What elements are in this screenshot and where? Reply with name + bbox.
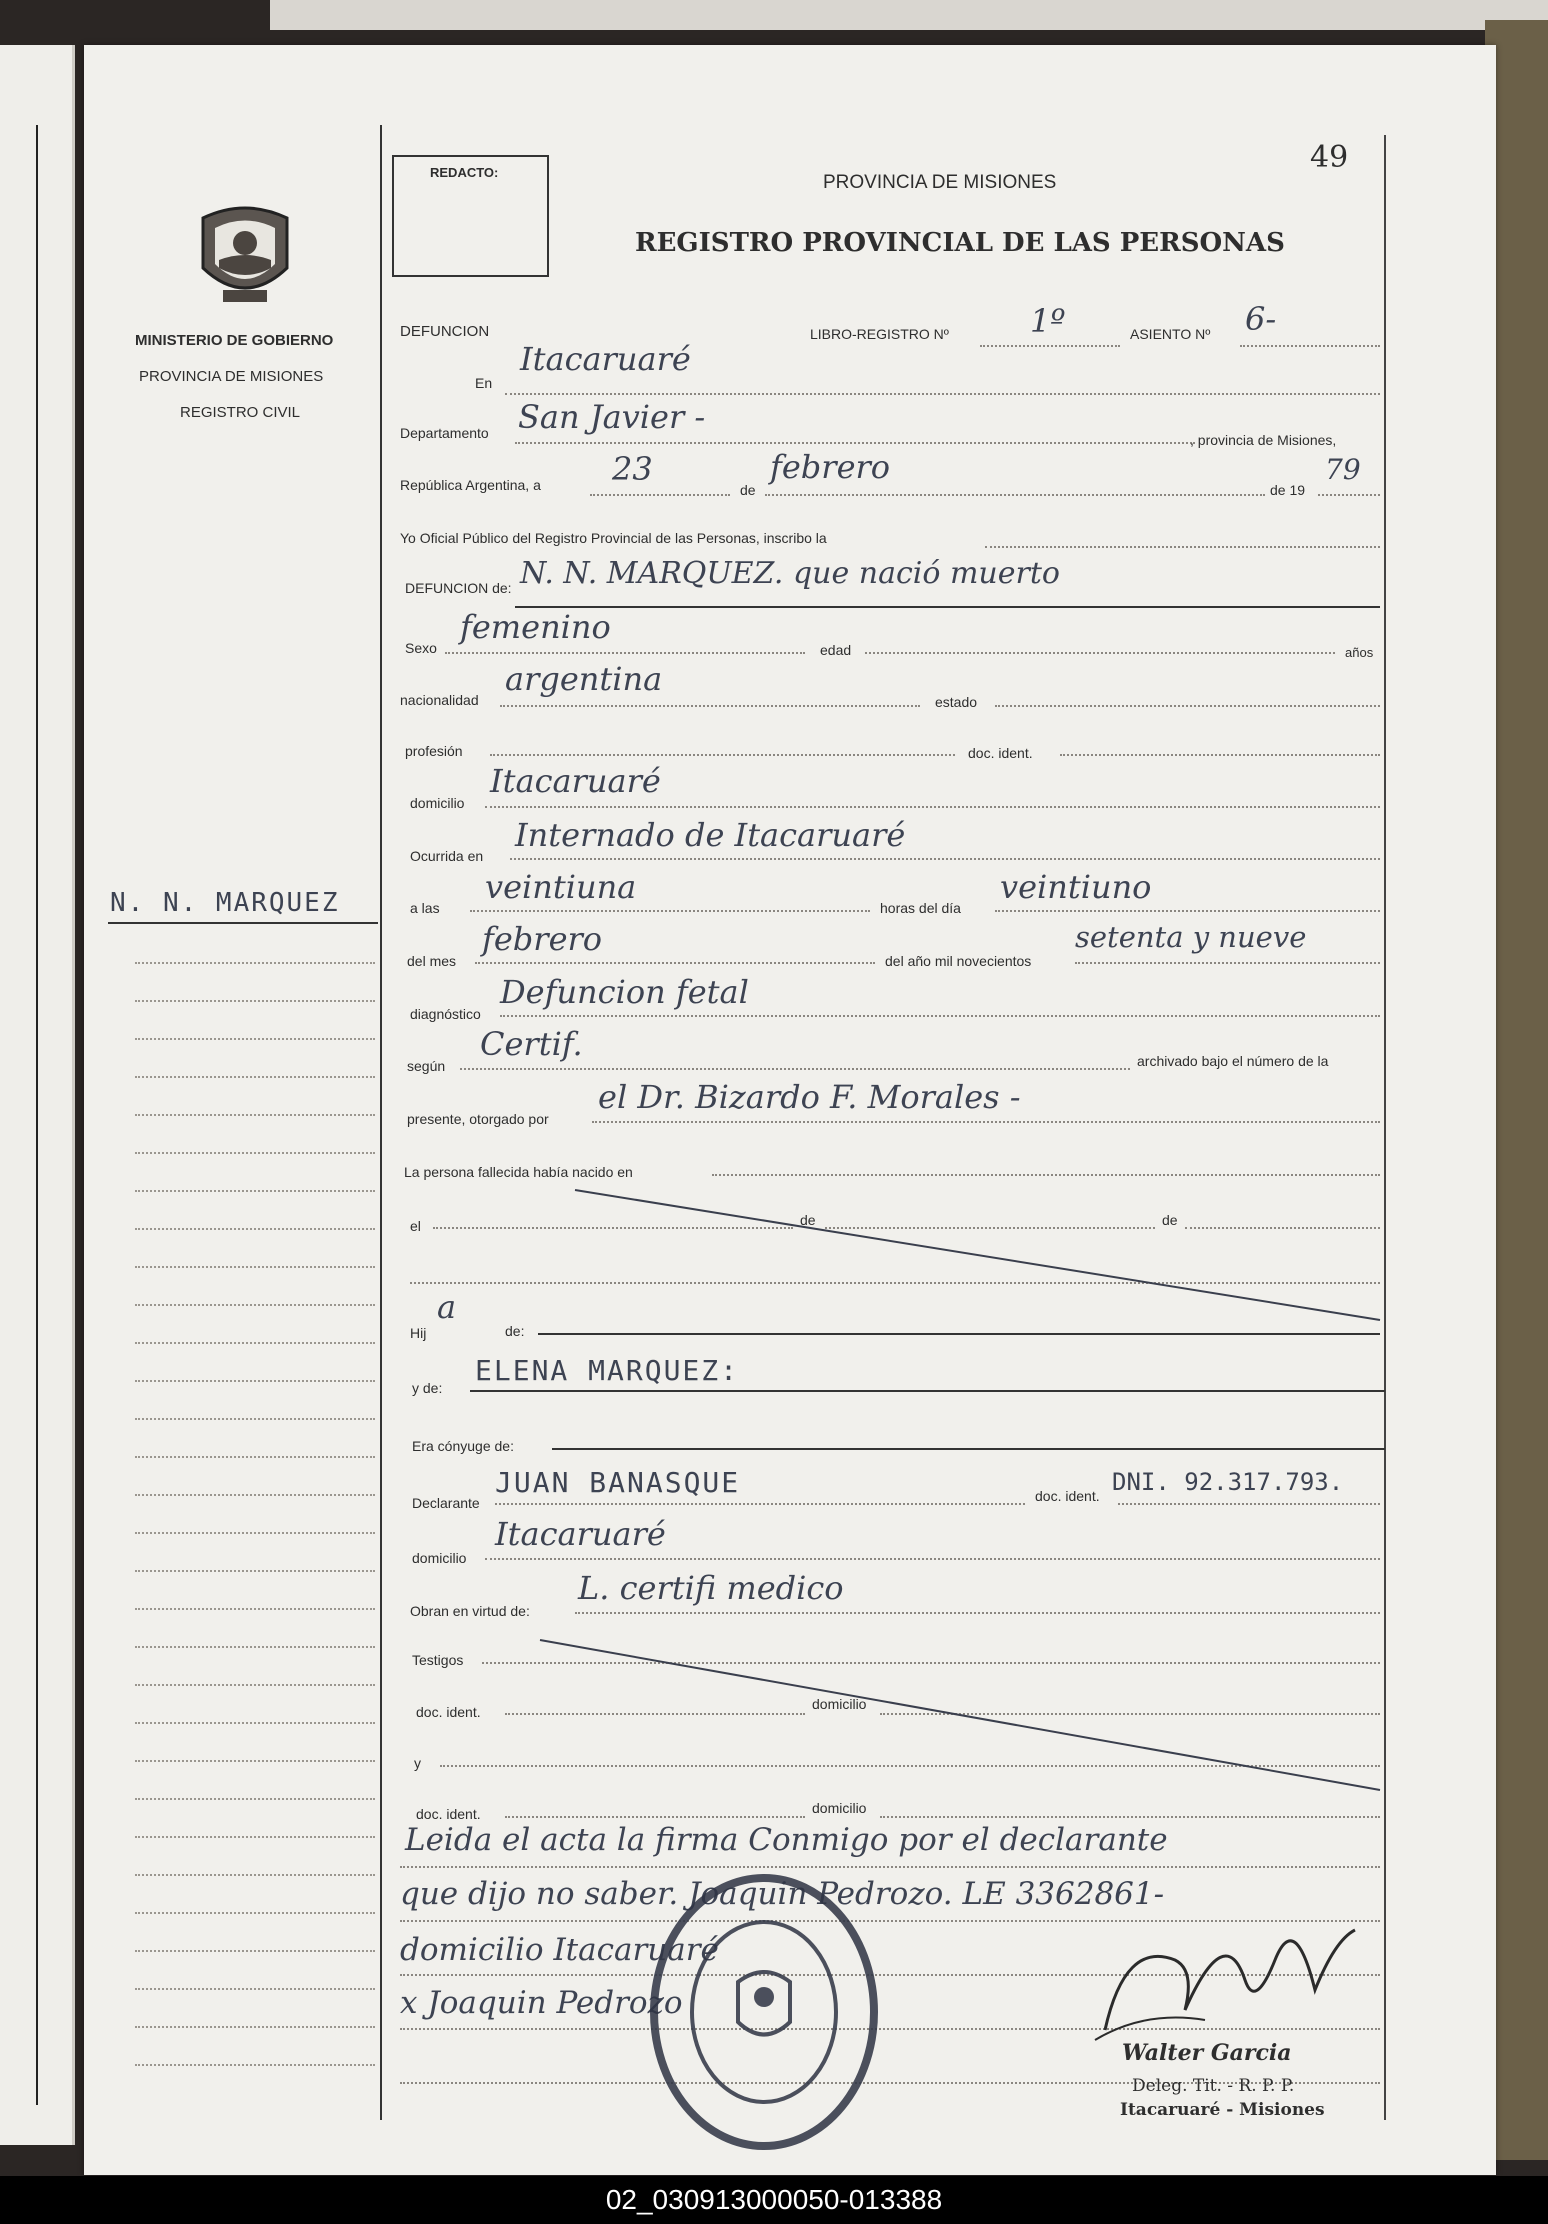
estado-label: estado (935, 694, 978, 710)
asiento-label: ASIENTO Nº (1130, 326, 1211, 342)
declarante-doc-label: doc. ident. (1035, 1488, 1100, 1504)
nacionalidad-label: nacionalidad (400, 692, 479, 708)
declarante-domicilio-value: Itacaruaré (495, 1515, 666, 1553)
en-value: Itacaruaré (520, 340, 691, 378)
presente-value: el Dr. Bizardo F. Morales - (598, 1078, 1021, 1116)
obran-value: L. certifi medico (578, 1569, 844, 1607)
signature-title: Deleg. Tit. - R. P. P. (1132, 2076, 1295, 2096)
hij-value: a (437, 1288, 457, 1326)
nacido-label: La persona fallecida había nacido en (404, 1164, 633, 1180)
declarante-label: Declarante (412, 1495, 480, 1511)
ocurrida-label: Ocurrida en (410, 848, 484, 864)
anio-value: 79 (1325, 453, 1361, 486)
profesion-label: profesión (405, 743, 463, 759)
horas-value: veintiuno (1000, 868, 1152, 906)
closing-line-4: x Joaquin Pedrozo (400, 1985, 683, 2021)
ocurrida-value: Internado de Itacaruaré (515, 816, 906, 854)
page-number: 49 (1310, 140, 1349, 175)
provincia-misiones-label: , provincia de Misiones, (1190, 432, 1337, 448)
testigo-2-domicilio-label: domicilio (812, 1800, 867, 1816)
libro-label: LIBRO-REGISTRO Nº (810, 326, 949, 342)
segun-label: según (407, 1058, 446, 1074)
sexo-label: Sexo (405, 640, 437, 656)
closing-line-2: que dijo no saber. Joaquin Pedrozo. LE 3362861- (400, 1876, 1165, 1912)
testigos-label: Testigos (412, 1652, 464, 1668)
de-19-label: de 19 (1270, 482, 1306, 498)
defuncion-de-label: DEFUNCION de: (405, 580, 512, 596)
doc-ident-label: doc. ident. (968, 745, 1033, 761)
dia-value: 23 (612, 450, 653, 488)
y-de-label: y de: (412, 1380, 443, 1396)
y-de-value: ELENA MARQUEZ: (475, 1354, 740, 1387)
sexo-value: femenino (460, 608, 611, 646)
signature-scribble (1085, 1900, 1365, 2050)
a-las-value: veintiuna (485, 868, 637, 906)
domicilio-value: Itacaruaré (490, 762, 661, 800)
departamento-value: San Javier - (518, 398, 706, 436)
horas-label: horas del día (880, 900, 961, 916)
de-2-label: de (800, 1212, 816, 1228)
defuncion-de-value: N. N. MARQUEZ. que nació muerto (520, 556, 1060, 591)
hij-de-label: de: (505, 1323, 525, 1339)
margin-name: N. N. MARQUEZ (110, 888, 340, 918)
closing-line-1: Leida el acta la firma Conmigo por el declarante (405, 1822, 1168, 1858)
archivado-label: archivado bajo el número de la (1137, 1053, 1329, 1069)
del-mes-label: del mes (407, 953, 457, 969)
declarante-domicilio-label: domicilio (412, 1550, 467, 1566)
defuncion-heading: DEFUNCION (400, 323, 490, 340)
asiento-value: 6- (1245, 300, 1277, 338)
del-mes-value: febrero (482, 920, 603, 958)
domicilio-label: domicilio (410, 795, 465, 811)
diagnostico-label: diagnóstico (410, 1006, 481, 1022)
nacionalidad-value: argentina (505, 660, 663, 698)
de-label: de (740, 482, 756, 498)
image-id-label: 02_030913000050-013388 (605, 2184, 943, 2215)
declarante-doc-value: DNI. 92.317.793. (1112, 1468, 1344, 1496)
signature-name: Walter Garcia (1122, 2040, 1292, 2066)
closing-line-3: domicilio Itacaruaré (400, 1932, 719, 1968)
testigo-1-doc-label: doc. ident. (416, 1704, 481, 1720)
en-label: En (475, 375, 493, 391)
segun-value: Certif. (480, 1025, 583, 1063)
civil-registry-label: REGISTRO CIVIL (180, 404, 301, 421)
testigo-2-doc-label: doc. ident. (416, 1806, 481, 1822)
left-province-label: PROVINCIA DE MISIONES (139, 368, 324, 385)
del-ano-label: del año mil novecientos (885, 953, 1032, 969)
caption-bar (0, 2176, 1548, 2224)
mes-value: febrero (770, 448, 891, 486)
libro-value: 1º (1030, 302, 1066, 340)
republica-label: República Argentina, a (400, 477, 541, 493)
ministry-label: MINISTERIO DE GOBIERNO (135, 332, 334, 349)
official-seal-stamp (648, 1872, 880, 2152)
declarante-value: JUAN BANASQUE (495, 1466, 741, 1499)
edad-label: edad (820, 642, 852, 658)
y-label: y (414, 1755, 421, 1771)
redacto-label: REDACTO: (430, 165, 499, 180)
hij-label: Hij (410, 1325, 427, 1341)
conyuge-label: Era cónyuge de: (412, 1438, 514, 1454)
del-ano-value: setenta y nueve (1075, 920, 1307, 954)
header-province: PROVINCIA DE MISIONES (823, 172, 1057, 193)
de-3-label: de (1162, 1212, 1178, 1228)
diagnostico-value: Defuncion fetal (500, 973, 749, 1011)
oficial-text: Yo Oficial Público del Registro Provincial de las Personas, inscribo la (400, 530, 827, 546)
el-label: el (410, 1218, 421, 1234)
header-registry: REGISTRO PROVINCIAL DE LAS PERSONAS (635, 228, 1285, 258)
signature-place: Itacaruaré - Misiones (1120, 2100, 1325, 2120)
presente-label: presente, otorgado por (407, 1111, 549, 1127)
obran-label: Obran en virtud de: (410, 1603, 530, 1619)
a-las-label: a las (410, 900, 440, 916)
anos-label: años (1345, 645, 1374, 660)
departamento-label: Departamento (400, 425, 489, 441)
testigo-1-domicilio-label: domicilio (812, 1696, 867, 1712)
